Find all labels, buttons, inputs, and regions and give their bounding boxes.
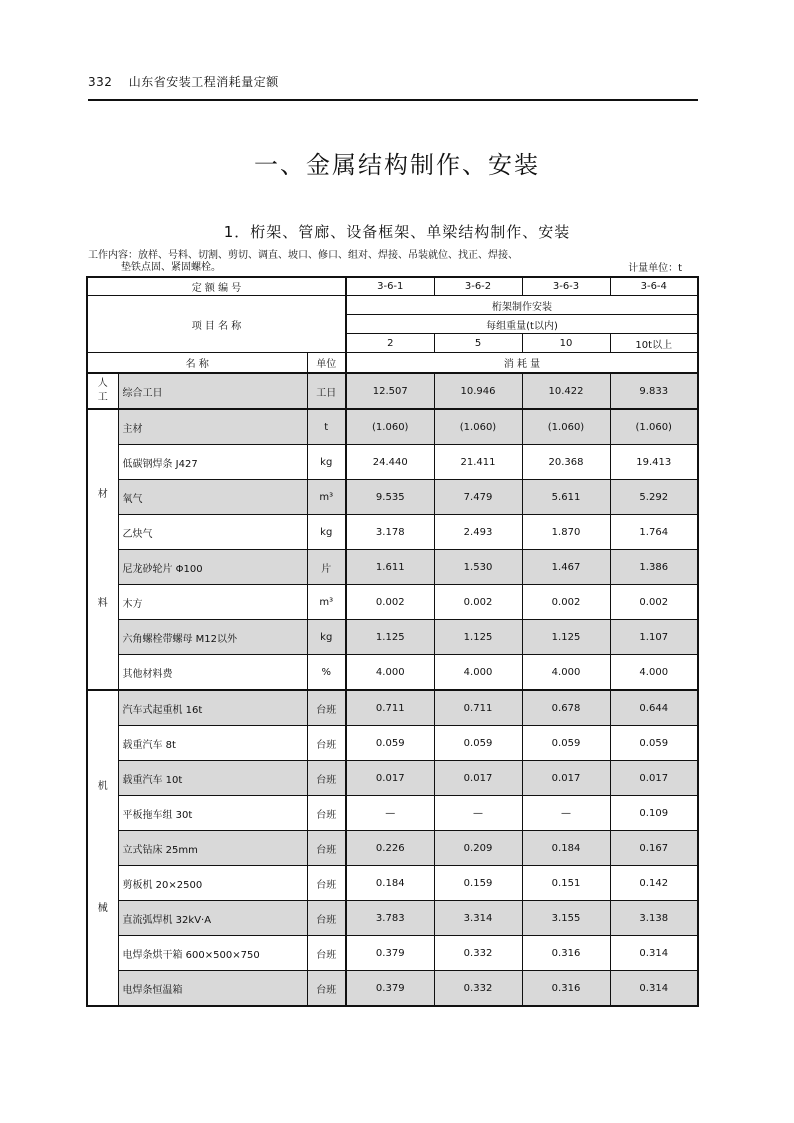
weight-cell: 10t以上 [610,334,698,353]
consumption-value: — [522,796,610,831]
header-rule [88,99,698,101]
materials-category [87,409,118,690]
resource-unit: m³ [307,585,346,620]
section-title: 1．桁架、管廊、设备框架、单梁结构制作、安装 [223,223,571,241]
category-label-bottom: 料 [97,598,108,610]
consumption-value: 0.142 [610,866,698,901]
work-content [88,250,608,274]
consumption-value: — [434,796,522,831]
weight-cell: 5 [434,334,522,353]
consumption-value: 0.017 [522,761,610,796]
labor-row [87,373,698,409]
resource-name: 尼龙砂轮片 Φ100 [118,550,307,585]
consumption-value: (1.060) [610,409,698,445]
resource-unit: 台班 [307,936,346,971]
resource-name: 载重汽车 8t [118,726,307,761]
machinery-row [87,761,698,796]
resource-unit: m³ [307,480,346,515]
consumption-value: 0.167 [610,831,698,866]
consumption-value: (1.060) [434,409,522,445]
consumption-value: 0.379 [346,936,434,971]
resource-name: 直流弧焊机 32kV·A [118,901,307,936]
consumption-value: 1.125 [522,620,610,655]
consumption-value: 21.411 [434,445,522,480]
work-content-line-2: 垫铁点固、紧固螺栓。 [121,262,221,273]
unit-label: 计量单位：t [628,263,682,274]
chapter-title: 一、金属结构制作、安装 [254,151,540,179]
code-cell: 3-6-2 [434,277,522,296]
consumption-value: (1.060) [346,409,434,445]
consumption-value: 4.000 [610,655,698,691]
consumption-value: 1.870 [522,515,610,550]
consumption-value: 0.059 [434,726,522,761]
consumption-value: 1.611 [346,550,434,585]
consumption-value: 3.314 [434,901,522,936]
group-row [87,296,698,315]
weight-cell: 10 [522,334,610,353]
resource-unit: kg [307,620,346,655]
consumption-value: 0.151 [522,866,610,901]
resource-name: 汽车式起重机 16t [118,690,307,726]
consumption-value: 0.379 [346,971,434,1007]
resource-unit: 台班 [307,901,346,936]
consumption-value: 0.314 [610,936,698,971]
resource-unit: 台班 [307,831,346,866]
resource-name: 氧气 [118,480,307,515]
code-row [87,277,698,296]
consumption-value: 3.178 [346,515,434,550]
consumption-value: 0.644 [610,690,698,726]
page-number: 332 [88,75,113,89]
item-label: 项 目 名 称 [87,296,346,353]
consumption-value: 0.711 [346,690,434,726]
machinery-row [87,796,698,831]
machinery-row [87,690,698,726]
consumption-value: 0.002 [346,585,434,620]
machinery-row [87,831,698,866]
consumption-value: 0.002 [522,585,610,620]
consumption-value: 0.017 [610,761,698,796]
resource-name: 平板拖车组 30t [118,796,307,831]
resource-name: 六角螺栓带螺母 M12以外 [118,620,307,655]
resource-unit: 片 [307,550,346,585]
consumption-value: 5.611 [522,480,610,515]
resource-name: 主材 [118,409,307,445]
column-header-row [87,353,698,374]
book-title: 山东省安装工程消耗量定额 [128,75,279,89]
consumption-value: 5.292 [610,480,698,515]
materials-row [87,445,698,480]
consumption-value: 0.209 [434,831,522,866]
consumption-value: 10.946 [434,373,522,409]
category-label-bottom: 械 [97,903,108,915]
consumption-value: 1.764 [610,515,698,550]
consumption-value: — [346,796,434,831]
materials-row [87,585,698,620]
consumption-value: 0.002 [610,585,698,620]
consumption-value: 12.507 [346,373,434,409]
materials-row [87,550,698,585]
consumption-value: 0.159 [434,866,522,901]
code-cell: 3-6-3 [522,277,610,296]
materials-row [87,480,698,515]
consumption-value: 0.017 [434,761,522,796]
consumption-value: 0.184 [522,831,610,866]
code-label: 定 额 编 号 [87,277,346,296]
consumption-value: 10.422 [522,373,610,409]
consumption-value: 0.332 [434,971,522,1007]
consumption-value: 0.314 [610,971,698,1007]
resource-unit: 台班 [307,690,346,726]
consumption-value: 0.711 [434,690,522,726]
consumption-value: 1.386 [610,550,698,585]
consumption-value: 9.535 [346,480,434,515]
consumption-value: 0.017 [346,761,434,796]
consumption-value: 0.226 [346,831,434,866]
materials-row [87,655,698,691]
materials-row [87,409,698,445]
resource-name: 载重汽车 10t [118,761,307,796]
resource-name: 剪板机 20×2500 [118,866,307,901]
consumption-value: 1.125 [346,620,434,655]
resource-name: 木方 [118,585,307,620]
consumption-value: 4.000 [434,655,522,691]
consumption-value: 9.833 [610,373,698,409]
consumption-value: 1.107 [610,620,698,655]
consumption-value: 1.530 [434,550,522,585]
consumption-value: 0.059 [610,726,698,761]
consumption-value: 3.783 [346,901,434,936]
consumption-value: 20.368 [522,445,610,480]
resource-name: 电焊条恒温箱 [118,971,307,1007]
weight-cell: 2 [346,334,434,353]
machinery-row [87,726,698,761]
quota-table [86,276,699,1007]
labor-category [87,373,118,409]
resource-unit: t [307,409,346,445]
consumption-value: 0.316 [522,971,610,1007]
consumption-value: 4.000 [346,655,434,691]
code-cell: 3-6-1 [346,277,434,296]
resource-unit: kg [307,445,346,480]
resource-unit: 台班 [307,866,346,901]
consumption-value: (1.060) [522,409,610,445]
consumption-value: 1.467 [522,550,610,585]
resource-unit: 工日 [307,373,346,409]
category-label: 人工 [97,378,108,403]
resource-unit: 台班 [307,726,346,761]
materials-row [87,515,698,550]
machinery-row [87,866,698,901]
machinery-row [87,971,698,1007]
consumption-value: 0.109 [610,796,698,831]
resource-name: 乙炔气 [118,515,307,550]
machinery-category [87,690,118,1006]
resource-unit: 台班 [307,796,346,831]
resource-name: 综合工日 [118,373,307,409]
work-content-line-1: 工作内容：放样、号料、切割、剪切、调直、坡口、修口、组对、焊接、吊装就位、找正、焊接、 [88,250,518,261]
subgroup-label: 每组重量(t以内) [346,315,698,334]
group-label: 桁架制作安装 [346,296,698,315]
consumption-value: 3.138 [610,901,698,936]
materials-row [87,620,698,655]
resource-name: 电焊条烘干箱 600×500×750 [118,936,307,971]
consumption-value: 3.155 [522,901,610,936]
consumption-value: 0.316 [522,936,610,971]
category-label-top: 机 [97,780,108,792]
resource-unit: % [307,655,346,691]
column-consumption-header: 消 耗 量 [346,353,698,374]
consumption-value: 19.413 [610,445,698,480]
code-cell: 3-6-4 [610,277,698,296]
machinery-row [87,936,698,971]
resource-unit: kg [307,515,346,550]
consumption-value: 0.184 [346,866,434,901]
machinery-row [87,901,698,936]
page-header [88,74,698,90]
consumption-value: 24.440 [346,445,434,480]
consumption-value: 0.332 [434,936,522,971]
resource-name: 立式钻床 25mm [118,831,307,866]
consumption-value: 0.002 [434,585,522,620]
consumption-value: 0.059 [346,726,434,761]
column-name-header: 名 称 [87,353,307,374]
consumption-value: 2.493 [434,515,522,550]
column-unit-header: 单位 [307,353,346,374]
consumption-value: 4.000 [522,655,610,691]
consumption-value: 1.125 [434,620,522,655]
category-label-top: 材 [97,488,108,500]
consumption-value: 7.479 [434,480,522,515]
resource-unit: 台班 [307,761,346,796]
resource-unit: 台班 [307,971,346,1007]
resource-name: 低碳钢焊条 J427 [118,445,307,480]
resource-name: 其他材料费 [118,655,307,691]
consumption-value: 0.678 [522,690,610,726]
consumption-value: 0.059 [522,726,610,761]
